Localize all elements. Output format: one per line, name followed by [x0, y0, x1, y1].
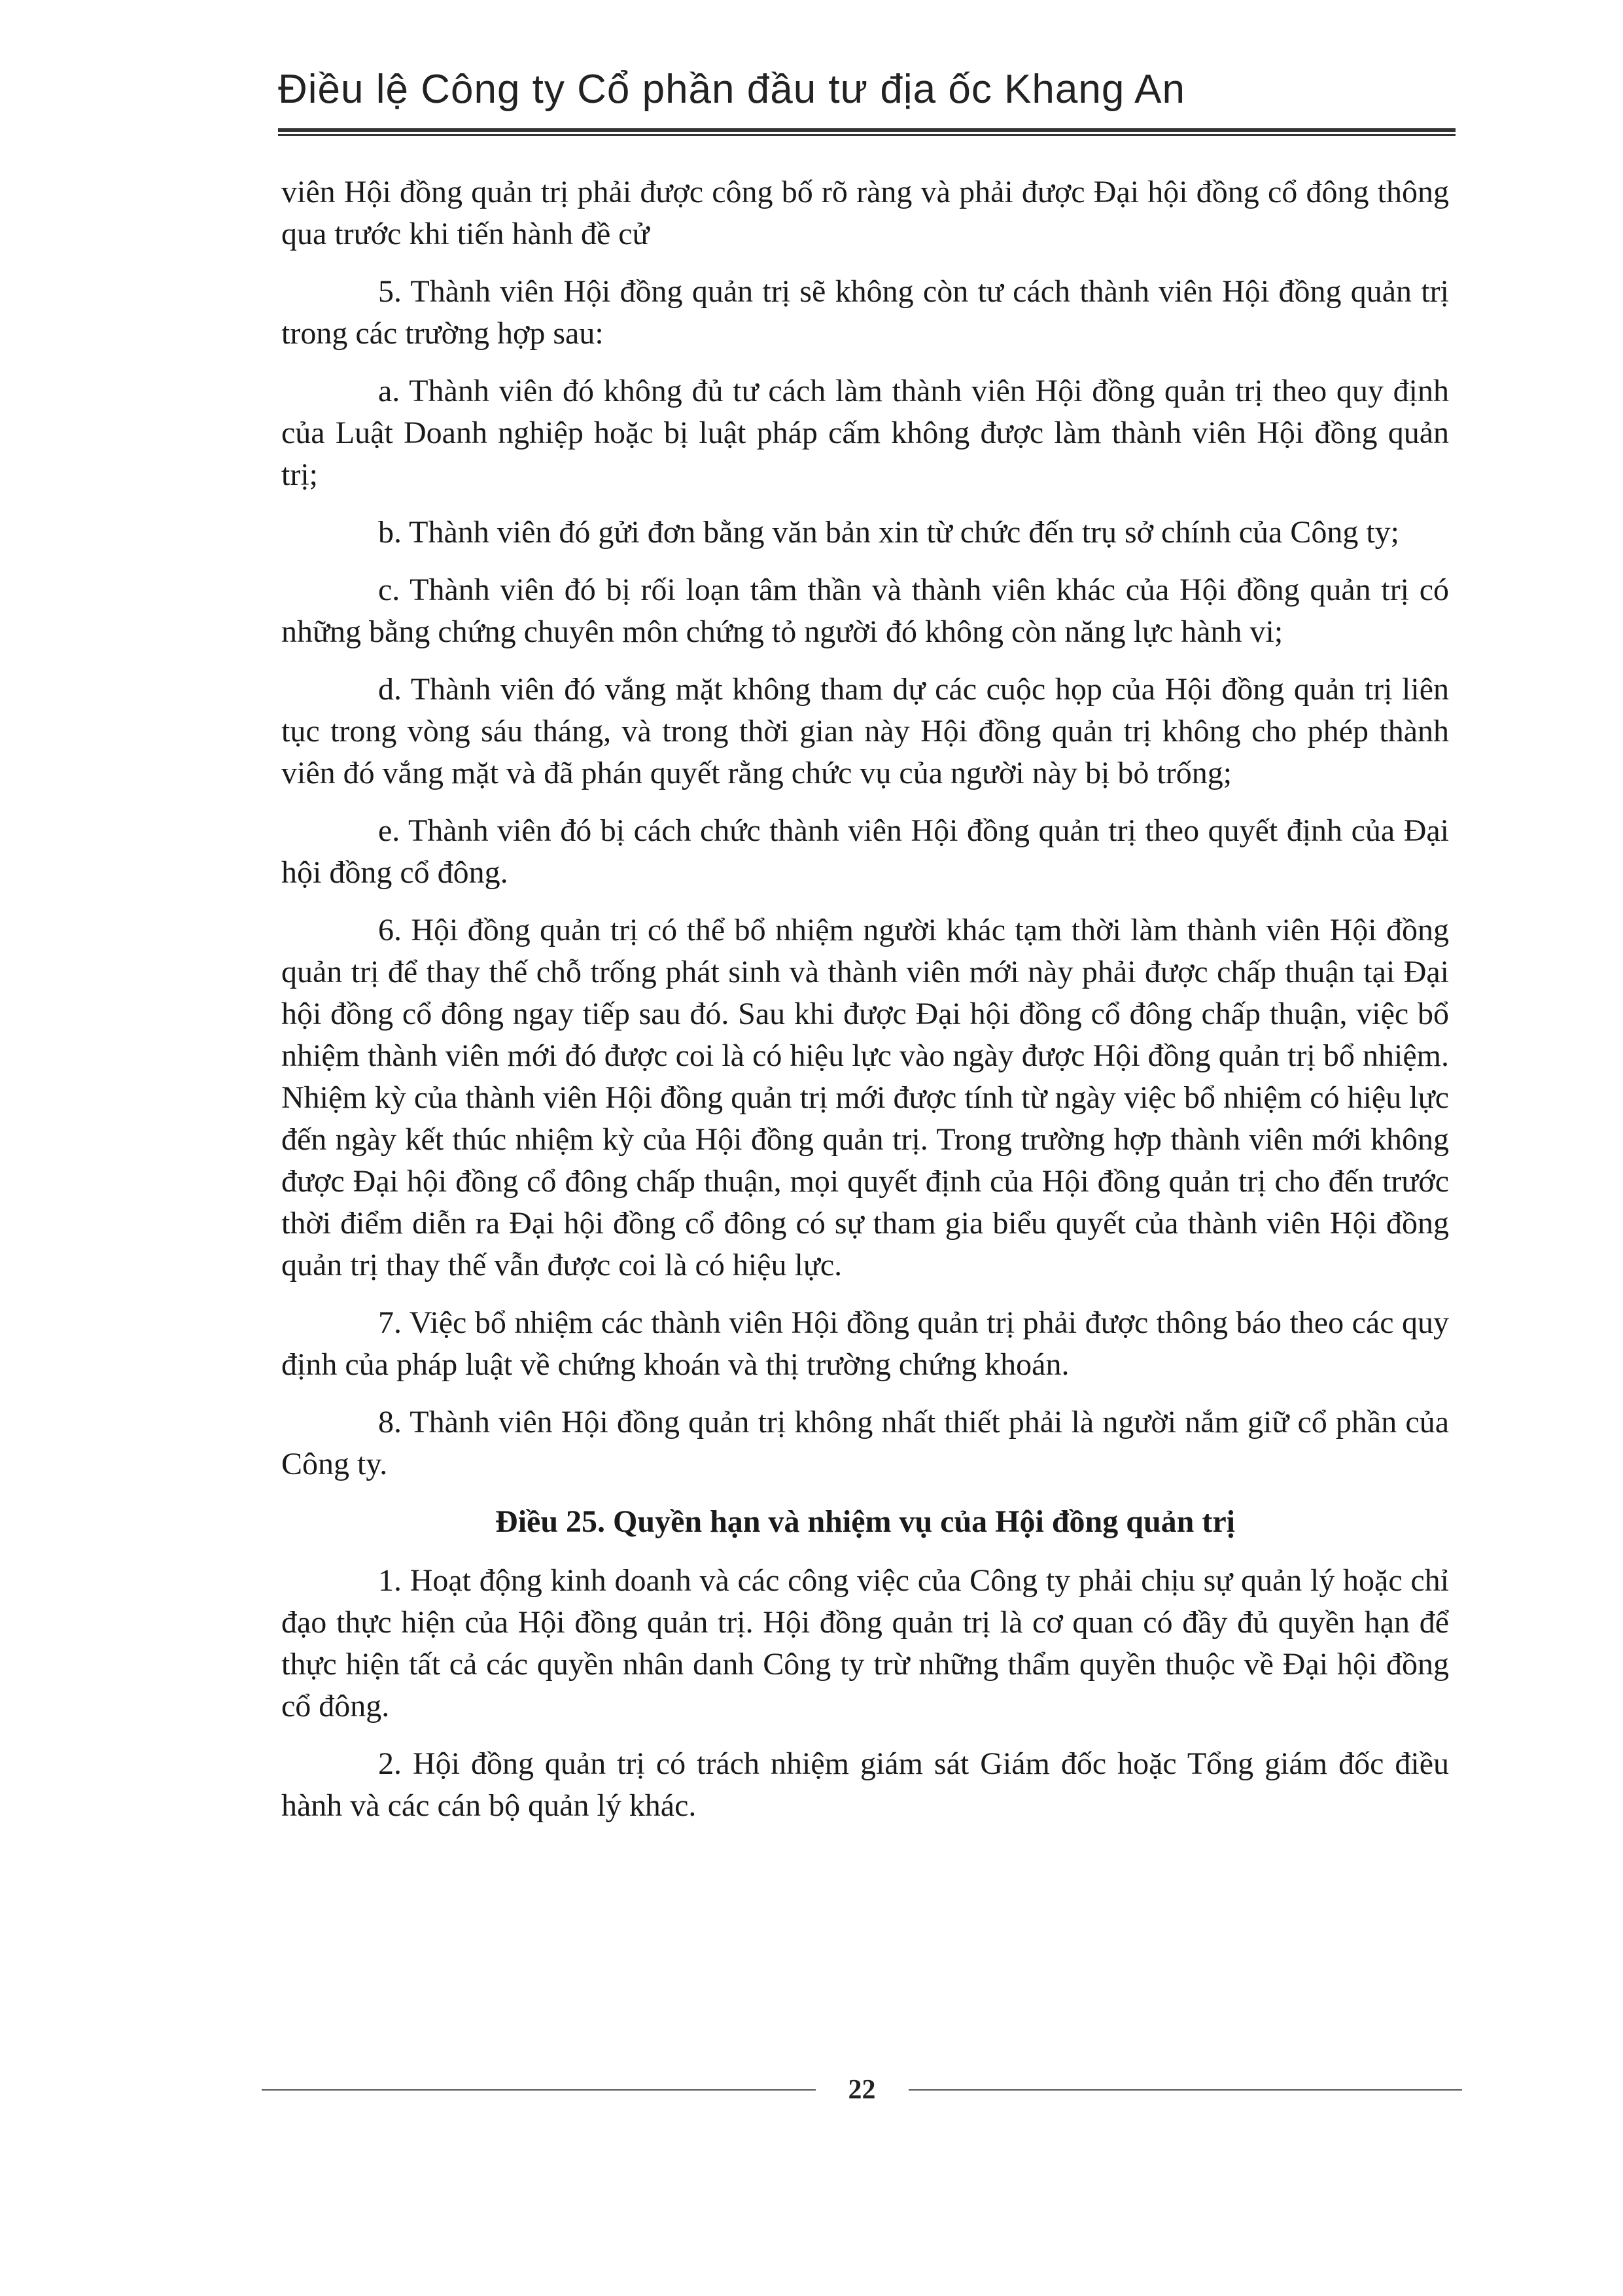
paragraph-item-b: b. Thành viên đó gửi đơn bằng văn bản xin từ chức đến trụ sở chính của Công ty; [378, 515, 1399, 550]
article-heading: Điều 25. Quyền hạn và nhiệm vụ của Hội đồng quản trị [495, 1504, 1235, 1539]
document-title: Điều lệ Công ty Cổ phần đầu tư địa ốc Khang An [278, 67, 1185, 112]
footer-rule-left [262, 2089, 816, 2091]
paragraph-continuation: viên Hội đồng quản trị phải được công bố rõ ràng và phải được Đại hội đồng cổ đông thông qua trước khi tiến hành đề cử [281, 175, 1449, 251]
paragraph-clause-5: 5. Thành viên Hội đồng quản trị sẽ không còn tư cách thành viên Hội đồng quản trị trong các trường hợp sau: [281, 274, 1449, 351]
paragraph-item-d: d. Thành viên đó vắng mặt không tham dự các cuộc họp của Hội đồng quản trị liên tục trong vòng sáu tháng, và trong thời gian này Hội đồng quản trị không cho phép thành viên đó vắng mặt và đã phán quyết rằng chức vụ của người này bị bỏ trống; [281, 672, 1449, 790]
page-header [278, 65, 1456, 136]
header-rule [278, 128, 1456, 136]
page-number: 22 [848, 2075, 876, 2105]
paragraph-item-a: a. Thành viên đó không đủ tư cách làm thành viên Hội đồng quản trị theo quy định của Luật Doanh nghiệp hoặc bị luật pháp cấm không được làm thành viên Hội đồng quản trị; [281, 374, 1449, 492]
paragraph-item-c: c. Thành viên đó bị rối loạn tâm thần và thành viên khác của Hội đồng quản trị có những bằng chứng chuyên môn chứng tỏ người đó không còn năng lực hành vi; [281, 573, 1449, 649]
paragraph-item-e: e. Thành viên đó bị cách chức thành viên Hội đồng quản trị theo quyết định của Đại hội đồng cổ đông. [281, 813, 1449, 890]
paragraph-clause-7: 7. Việc bổ nhiệm các thành viên Hội đồng quản trị phải được thông báo theo các quy định của pháp luật về chứng khoán và thị trường chứng khoán. [281, 1305, 1449, 1382]
footer-rule-right [909, 2089, 1463, 2091]
paragraph-article-25-clause-2: 2. Hội đồng quản trị có trách nhiệm giám sát Giám đốc hoặc Tổng giám đốc điều hành và các cán bộ quản lý khác. [281, 1746, 1449, 1823]
paragraph-clause-6: 6. Hội đồng quản trị có thể bổ nhiệm người khác tạm thời làm thành viên Hội đồng quản trị để thay thế chỗ trống phát sinh và thành viên mới này phải được chấp thuận tại Đại hội đồng cổ đông ngay tiếp sau đó. Sau khi được Đại hội đồng cổ đông chấp thuận, việc bổ nhiệm thành viên mới đó được coi là có hiệu lực vào ngày được Hội đồng quản trị bổ nhiệm. Nhiệm kỳ của thành viên Hội đồng quản trị mới được tính từ ngày việc bổ nhiệm có hiệu lực đến ngày kết thúc nhiệm kỳ của Hội đồng quản trị. Trong trường hợp thành viên mới không được Đại hội đồng cổ đông chấp thuận, mọi quyết định của Hội đồng quản trị cho đến trước thời điểm diễn ra Đại hội đồng cổ đông có sự tham gia biểu quyết của thành viên Hội đồng quản trị thay thế vẫn được coi là có hiệu lực. [281, 913, 1449, 1282]
paragraph-article-25-clause-1: 1. Hoạt động kinh doanh và các công việc của Công ty phải chịu sự quản lý hoặc chỉ đạo thực hiện của Hội đồng quản trị. Hội đồng quản trị là cơ quan có đầy đủ quyền hạn để thực hiện tất cả các quyền nhân danh Công ty trừ những thẩm quyền thuộc về Đại hội đồng cổ đông. [281, 1563, 1449, 1723]
document-body [281, 171, 1449, 1843]
page-footer [262, 2074, 1462, 2106]
paragraph-clause-8: 8. Thành viên Hội đồng quản trị không nhất thiết phải là người nắm giữ cổ phần của Công ty. [281, 1405, 1449, 1481]
